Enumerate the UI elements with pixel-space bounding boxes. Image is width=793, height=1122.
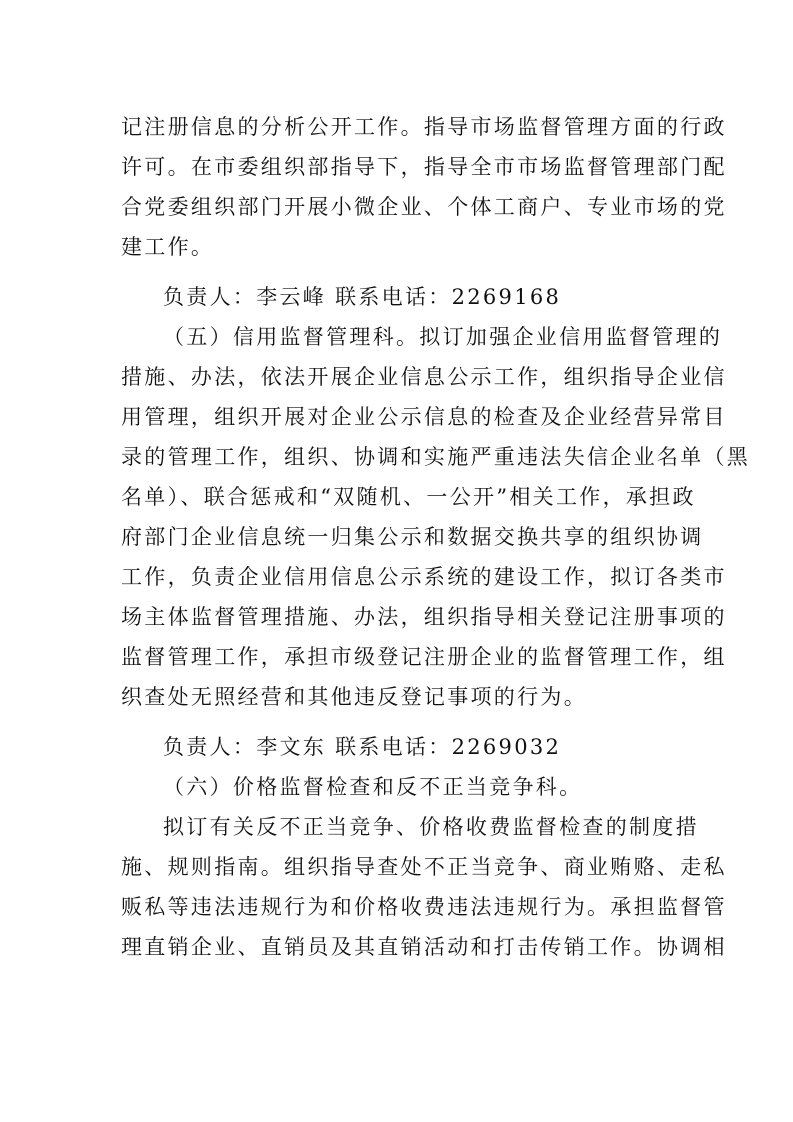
text-line: 监督管理工作，承担市级登记注册企业的监督管理工作，组 <box>121 645 727 669</box>
text-line: 建工作。 <box>121 235 215 259</box>
text-line: 贩私等违法违规行为和价格收费违法违规行为。承担监督管 <box>121 895 727 919</box>
section-heading-5: （五）信用监督管理科。拟订加强企业信用监督管理的 <box>163 325 723 349</box>
text-line: 工作，负责企业信用信息公示系统的建设工作，拟订各类市 <box>121 565 727 589</box>
text-line: 拟订有关反不正当竞争、价格收费监督检查的制度措 <box>163 815 699 839</box>
text-line: 府部门企业信息统一归集公示和数据交换共享的组织协调 <box>121 525 704 549</box>
contact-line-2: 负责人：李文东 联系电话：2269032 <box>163 735 562 759</box>
text-line: 理直销企业、直销员及其直销活动和打击传销工作。协调相 <box>121 935 727 959</box>
text-line: 场主体监督管理措施、办法，组织指导相关登记注册事项的 <box>121 605 727 629</box>
section-heading-6: （六）价格监督检查和反不正当竞争科。 <box>163 775 583 799</box>
text-line: 合党委组织部门开展小微企业、个体工商户、专业市场的党 <box>121 195 727 219</box>
text-line: 名单）、联合惩戒和“双随机、一公开”相关工作，承担政 <box>121 485 696 509</box>
text-line: 施、规则指南。组织指导查处不正当竞争、商业贿赂、走私 <box>121 855 727 879</box>
text-line: 录的管理工作，组织、协调和实施严重违法失信企业名单（黑 <box>121 445 751 469</box>
text-line: 织查处无照经营和其他违反登记事项的行为。 <box>121 685 587 709</box>
text-line: 用管理，组织开展对企业公示信息的检查及企业经营异常目 <box>121 405 727 429</box>
text-line: 记注册信息的分析公开工作。指导市场监督管理方面的行政 <box>121 115 727 139</box>
text-line: 许可。在市委组织部指导下，指导全市市场监督管理部门配 <box>121 155 727 179</box>
text-line: 措施、办法，依法开展企业信息公示工作，组织指导企业信 <box>121 365 727 389</box>
contact-line-1: 负责人：李云峰 联系电话：2269168 <box>163 285 562 309</box>
